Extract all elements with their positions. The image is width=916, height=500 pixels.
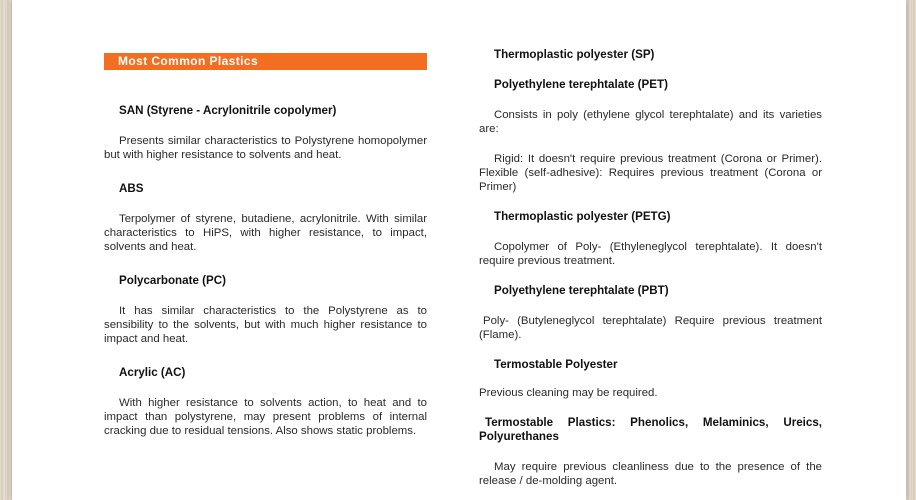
heading-san: SAN (Styrene - Acrylonitrile copolymer) xyxy=(119,104,337,117)
text-san: Presents similar characteristics to Polystyrene homopolymer but with higher resistance to solvents and heat. xyxy=(104,135,427,161)
left-column xyxy=(104,53,427,438)
text-pet-intro: Consists in poly (ethylene glycol terephtalate) and its varieties are: xyxy=(479,109,822,135)
heading-termostable-polyester: Termostable Polyester xyxy=(494,358,618,371)
heading-termostable-plastics: Termostable Plastics: Phenolics, Melaminics, Ureics, Polyurethanes xyxy=(479,416,822,443)
text-abs: Terpolymer of styrene, butadiene, acrylonitrile. With similar characteristics to HiPS, with higher resistance, to impact, solvents and heat. xyxy=(104,213,427,253)
right-column xyxy=(479,48,822,488)
heading-thermoplastic-sp: Thermoplastic polyester (SP) xyxy=(494,48,655,61)
text-termostable-plastics: May require previous cleanliness due to the presence of the release / de-molding agent. xyxy=(479,461,822,487)
heading-abs: ABS xyxy=(119,182,144,195)
text-polycarbonate: It has similar characteristics to the Polystyrene as to sensibility to the solvents, but with much higher resistance to impact and heat. xyxy=(104,305,427,345)
document-page xyxy=(12,0,906,500)
heading-pet: Polyethylene terephtalate (PET) xyxy=(494,78,668,91)
heading-pbt: Polyethylene terephtalate (PBT) xyxy=(494,284,669,297)
heading-acrylic: Acrylic (AC) xyxy=(119,366,186,379)
text-termostable-polyester: Previous cleaning may be required. xyxy=(479,387,658,399)
section-header-most-common-plastics: Most Common Plastics xyxy=(104,53,427,70)
heading-petg: Thermoplastic polyester (PETG) xyxy=(494,210,671,223)
text-pet-varieties: Rigid: It doesn't require previous treatment (Corona or Primer). Flexible (self-adhesive): Requires previous treatment (Corona or Primer) xyxy=(479,153,822,193)
heading-polycarbonate: Polycarbonate (PC) xyxy=(119,274,226,287)
text-acrylic: With higher resistance to solvents action, to heat and to impact than polystyrene, may present problems of internal cracking due to residual tensions. Also shows static problems. xyxy=(104,397,427,437)
text-pbt: Poly- (Butyleneglycol terephtalate) Require previous treatment (Flame). xyxy=(479,315,822,341)
text-petg: Copolymer of Poly- (Ethyleneglycol terephtalate). It doesn't require previous treatment. xyxy=(479,241,822,267)
